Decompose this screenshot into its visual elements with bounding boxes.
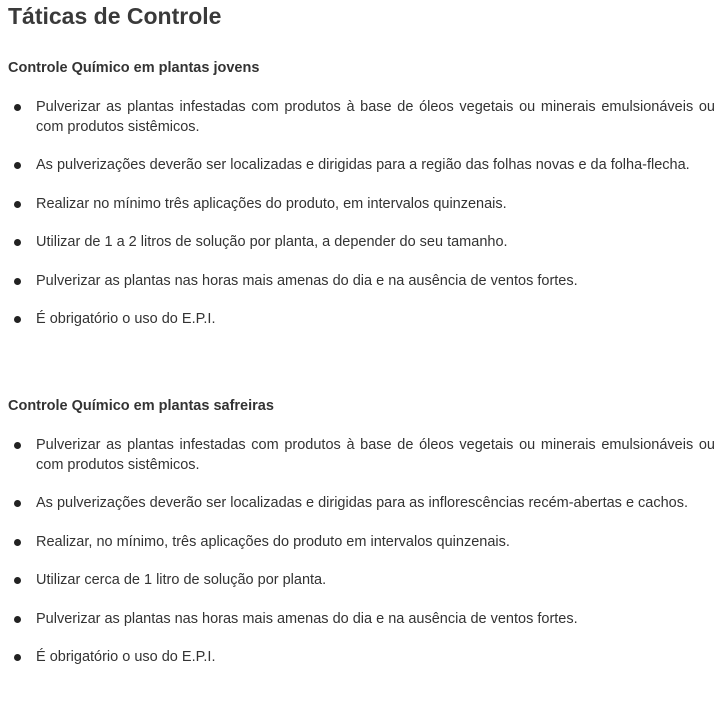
list-item [0,195,723,215]
list-item-text: As pulverizações deverão ser localizadas e dirigidas para a região das folhas novas e da folha-flecha. [36,157,690,173]
list-item [0,156,723,176]
bullet-icon [14,577,21,584]
bullet-icon [14,239,21,246]
list-item-text: É obrigatório o uso do E.P.I. [36,649,216,665]
list-item-text: Pulverizar as plantas nas horas mais amenas do dia e na ausência de ventos fortes. [36,610,578,627]
list-item [0,233,723,253]
list-item-text: Realizar, no mínimo, três aplicações do produto em intervalos quinzenais. [36,533,510,550]
bullet-icon [14,316,21,323]
bullet-icon [14,500,21,507]
list-item [0,272,723,292]
bullet-icon [14,539,21,546]
list-item [0,310,723,330]
list-item-text: Pulverizar as plantas infestadas com produtos à base de óleos vegetais ou minerais emulsionáveis ou com produtos sistêmicos. [36,99,715,135]
list-item [0,610,723,630]
page-title: Táticas de Controle [8,3,222,29]
bullet-list-plantas-jovens [0,98,723,349]
bullet-icon [14,616,21,623]
list-item-text: Realizar no mínimo três aplicações do produto, em intervalos quinzenais. [36,195,507,212]
list-item-text: As pulverizações deverão ser localizadas e dirigidas para as inflorescências recém-abertas e cachos. [36,495,689,511]
list-item-text: Utilizar de 1 a 2 litros de solução por planta, a depender do seu tamanho. [36,234,508,250]
bullet-icon [14,201,21,208]
list-item-text: Utilizar cerca de 1 litro de solução por planta. [36,572,327,588]
bullet-icon [14,162,21,169]
list-item [0,648,723,668]
list-item [0,98,723,137]
list-item [0,436,723,475]
list-item-text: É obrigatório o uso do E.P.I. [36,311,216,327]
list-item [0,494,723,514]
list-item-text: Pulverizar as plantas infestadas com produtos à base de óleos vegetais ou minerais emulsionáveis ou com produtos sistêmicos. [36,437,715,473]
list-item [0,533,723,553]
bullet-icon [14,104,21,111]
list-item-text: Pulverizar as plantas nas horas mais amenas do dia e na ausência de ventos fortes. [36,272,578,289]
bullet-list-plantas-safreiras [0,436,723,687]
bullet-icon [14,442,21,449]
bullet-icon [14,654,21,661]
bullet-icon [14,278,21,285]
section-title-plantas-jovens: Controle Químico em plantas jovens [8,60,260,76]
list-item [0,571,723,591]
section-title-plantas-safreiras: Controle Químico em plantas safreiras [8,398,274,414]
